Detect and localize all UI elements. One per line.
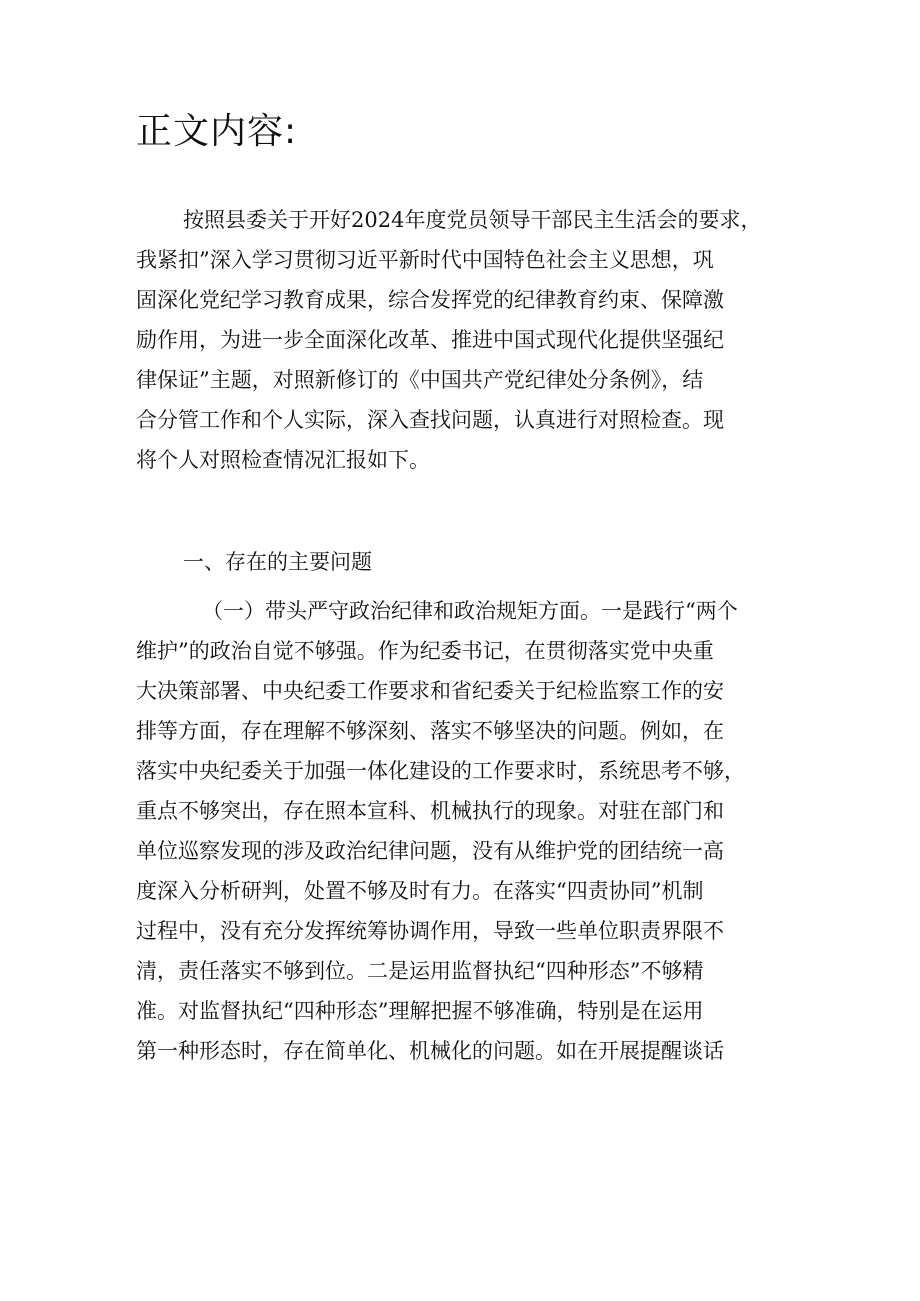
paragraph-line: 合分管工作和个人实际，深入查找问题，认真进行对照检查。现 <box>136 408 724 432</box>
paragraph-line: 我紧扣”深入学习贯彻习近平新时代中国特色社会主义思想，巩 <box>136 248 714 272</box>
intro-paragraph <box>136 200 792 480</box>
paragraph-line: 大决策部署、中央纪委工作要求和省纪委关于纪检监察工作的安 <box>136 679 724 703</box>
paragraph-line: 律保证”主题，对照新修订的《中国共产党纪律处分条例》，结 <box>136 368 704 392</box>
problems-paragraph <box>136 591 792 1071</box>
paragraph-line: 将个人对照检查情况汇报如下。 <box>136 448 430 472</box>
section-heading-block <box>136 542 792 582</box>
paragraph-line: 单位巡察发现的涉及政治纪律问题，没有从维护党的团结统一高 <box>136 839 724 863</box>
paragraph-line: 按照县委关于开好2024年度党员领导干部民主生活会的要求， <box>183 208 762 232</box>
paragraph-line: 励作用，为进一步全面深化改革、推进中国式现代化提供坚强纪 <box>136 328 724 352</box>
paragraph-line: 维护”的政治自觉不够强。作为纪委书记，在贯彻落实党中央重 <box>136 639 714 663</box>
paragraph-line: （一）带头严守政治纪律和政治规矩方面。一是践行“两个 <box>202 599 738 623</box>
paragraph-line: 重点不够突出，存在照本宣科、机械执行的现象。对驻在部门和 <box>136 799 724 823</box>
paragraph-line: 清，责任落实不够到位。二是运用监督执纪“四种形态”不够精 <box>136 959 704 983</box>
paragraph-line: 排等方面，存在理解不够深刻、落实不够坚决的问题。例如，在 <box>136 719 724 743</box>
paragraph-line: 固深化党纪学习教育成果，综合发挥党的纪律教育约束、保障激 <box>136 288 724 312</box>
section-heading: 一、存在的主要问题 <box>183 550 372 574</box>
paragraph-line: 落实中央纪委关于加强一体化建设的工作要求时，系统思考不够， <box>136 759 745 783</box>
page-title: 正文内容: <box>136 111 298 152</box>
paragraph-line: 第一种形态时，存在简单化、机械化的问题。如在开展提醒谈话 <box>136 1039 724 1063</box>
paragraph-line: 度深入分析研判，处置不够及时有力。在落实“四责协同”机制 <box>136 879 704 903</box>
paragraph-line: 准。对监督执纪“四种形态”理解把握不够准确，特别是在运用 <box>136 999 704 1023</box>
paragraph-line: 过程中，没有充分发挥统筹协调作用，导致一些单位职责界限不 <box>136 919 724 943</box>
